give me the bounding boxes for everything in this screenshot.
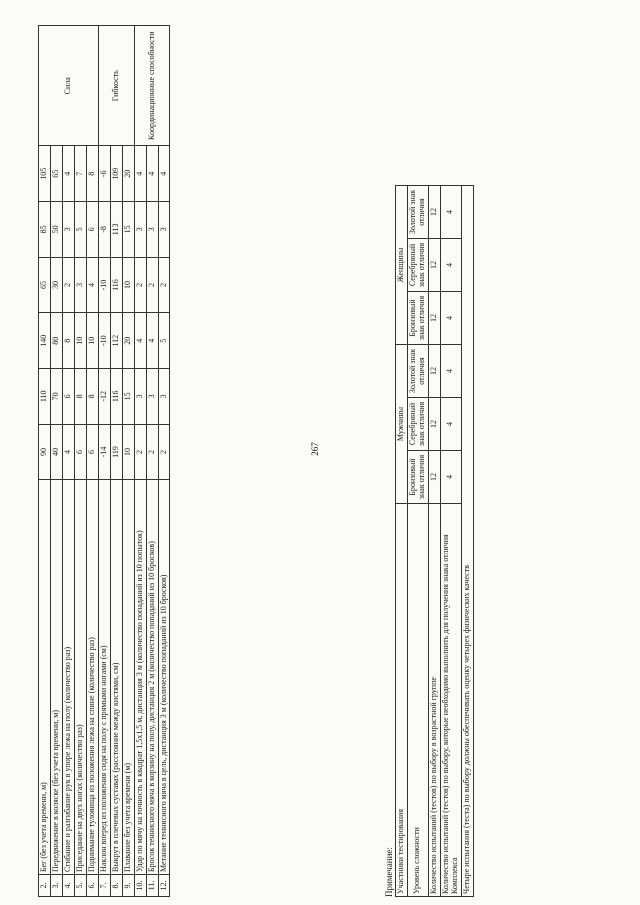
test-number: 7. bbox=[98, 875, 110, 897]
level-cell: Бронзовый знак отличия bbox=[407, 292, 428, 345]
test-number: 11. bbox=[146, 875, 158, 897]
norms-row-label: Количество испытаний (тестов) по выбору в возрастной группе bbox=[428, 504, 440, 897]
test-value: 113 bbox=[110, 202, 122, 258]
norms-cell: 4 bbox=[440, 239, 461, 292]
test-value: 8 bbox=[74, 369, 86, 425]
level-cell: Золотой знак отличия bbox=[407, 345, 428, 398]
test-value: -6 bbox=[98, 146, 110, 202]
test-value: 2 bbox=[146, 257, 158, 313]
test-value: -10 bbox=[98, 257, 110, 313]
test-value: 50 bbox=[50, 202, 62, 258]
level-cell: Золотой знак отличия bbox=[407, 186, 428, 239]
norms-levels-row bbox=[407, 186, 428, 897]
test-value: 3 bbox=[62, 202, 74, 258]
norms-cell: 12 bbox=[428, 292, 440, 345]
test-value: 40 bbox=[50, 424, 62, 480]
level-cell: Серебряный знак отличия bbox=[407, 239, 428, 292]
test-value: 3 bbox=[134, 369, 146, 425]
test-name: Удар по мячу на точность в квадрат 1,5х1,5 м, дистанция 3 м (количество попаданий из 10 попыток) bbox=[134, 480, 146, 875]
test-value: 15 bbox=[122, 369, 134, 425]
test-value: 2 bbox=[146, 424, 158, 480]
norms-cell: 12 bbox=[428, 345, 440, 398]
test-row bbox=[74, 26, 86, 897]
norms-cell: 4 bbox=[440, 345, 461, 398]
test-row bbox=[122, 26, 134, 897]
test-value: 2 bbox=[158, 257, 170, 313]
test-value: 30 bbox=[50, 257, 62, 313]
norms-footer-row bbox=[461, 186, 473, 897]
note-label: Примечание: bbox=[384, 847, 394, 897]
test-value: 3 bbox=[146, 369, 158, 425]
norms-cell: 12 bbox=[428, 451, 440, 504]
norms-cell: 4 bbox=[440, 398, 461, 451]
level-cell: Серебряный знак отличия bbox=[407, 398, 428, 451]
test-number: 8. bbox=[110, 875, 122, 897]
test-value: 90 bbox=[39, 424, 51, 480]
test-value: 2 bbox=[62, 257, 74, 313]
test-value: 4 bbox=[134, 313, 146, 369]
test-name: Бег (без учета времени, м) bbox=[39, 480, 51, 875]
test-value: 4 bbox=[146, 146, 158, 202]
women-header: Женщины bbox=[396, 186, 408, 345]
test-value: 2 bbox=[134, 257, 146, 313]
test-value: 7 bbox=[74, 146, 86, 202]
test-value: 116 bbox=[110, 257, 122, 313]
test-value: 65 bbox=[50, 146, 62, 202]
test-row bbox=[158, 26, 170, 897]
test-value: 2 bbox=[158, 424, 170, 480]
test-name: Бросок теннисного мяча в корзину на полу, дистанция 2 м (количество попаданий из 10 бросков) bbox=[146, 480, 158, 875]
test-value: 70 bbox=[50, 369, 62, 425]
test-number: 6. bbox=[86, 875, 98, 897]
test-number: 4. bbox=[62, 875, 74, 897]
test-value: 20 bbox=[122, 146, 134, 202]
test-value: 6 bbox=[74, 424, 86, 480]
norms-cell: 12 bbox=[428, 186, 440, 239]
test-value: 4 bbox=[146, 313, 158, 369]
test-value: 5 bbox=[158, 313, 170, 369]
test-row bbox=[98, 26, 110, 897]
test-value: 10 bbox=[74, 313, 86, 369]
test-value: 3 bbox=[158, 202, 170, 258]
test-value: -8 bbox=[98, 202, 110, 258]
norms-cell: 4 bbox=[440, 186, 461, 239]
norms-cell: 12 bbox=[428, 239, 440, 292]
norms-footer: Четыре испытания (теста) по выбору должны обеспечивать оценку четырех физических качеств bbox=[461, 186, 473, 897]
test-number: 2. bbox=[39, 875, 51, 897]
participants-label: Участники тестирования bbox=[396, 504, 408, 897]
norms-cell: 12 bbox=[428, 398, 440, 451]
norms-row-label: Количество испытаний (тестов) по выбору, которые необходимо выполнить для получения знака отличия Комплекса bbox=[440, 504, 461, 897]
test-value: 6 bbox=[86, 424, 98, 480]
test-value: 8 bbox=[86, 369, 98, 425]
norms-row bbox=[440, 186, 461, 897]
test-value: 10 bbox=[122, 424, 134, 480]
test-value: -10 bbox=[98, 313, 110, 369]
test-value: 8 bbox=[86, 146, 98, 202]
test-value: 15 bbox=[122, 202, 134, 258]
norms-header-row bbox=[396, 186, 408, 897]
test-number: 9. bbox=[122, 875, 134, 897]
category-label: Сила bbox=[39, 26, 99, 146]
norms-cell: 4 bbox=[440, 292, 461, 345]
test-number: 5. bbox=[74, 875, 86, 897]
test-row bbox=[62, 26, 74, 897]
test-row bbox=[110, 26, 122, 897]
test-value: 8 bbox=[62, 313, 74, 369]
test-name: Плавание без учета времени (м) bbox=[122, 480, 134, 875]
test-value: 4 bbox=[158, 146, 170, 202]
category-label: Координационные способности bbox=[134, 26, 170, 146]
test-number: 12. bbox=[158, 875, 170, 897]
test-value: 5 bbox=[74, 202, 86, 258]
test-value: 65 bbox=[39, 257, 51, 313]
test-row bbox=[39, 26, 51, 897]
test-value: 85 bbox=[39, 202, 51, 258]
test-row bbox=[50, 26, 62, 897]
test-row bbox=[86, 26, 98, 897]
category-label: Гибкость bbox=[98, 26, 134, 146]
test-name: Наклон вперед из положения сидя на полу с прямыми ногами (см) bbox=[98, 480, 110, 875]
test-number: 10. bbox=[134, 875, 146, 897]
test-name: Приседание на двух ногах (количество раз) bbox=[74, 480, 86, 875]
test-name: Поднимание туловища из положения лежа на спине (количество раз) bbox=[86, 480, 98, 875]
test-value: 140 bbox=[39, 313, 51, 369]
test-value: 3 bbox=[134, 202, 146, 258]
test-value: 105 bbox=[39, 146, 51, 202]
norms-cell: 4 bbox=[440, 451, 461, 504]
norms-row bbox=[428, 186, 440, 897]
test-value: 4 bbox=[134, 146, 146, 202]
test-value: 6 bbox=[86, 202, 98, 258]
test-name: Сгибание и разгибание рук в упоре лежа на полу (количество раз) bbox=[62, 480, 74, 875]
test-value: 80 bbox=[50, 313, 62, 369]
test-value: 116 bbox=[110, 369, 122, 425]
norms-table bbox=[395, 185, 474, 897]
test-value: 110 bbox=[39, 369, 51, 425]
test-value: 2 bbox=[134, 424, 146, 480]
test-value: -12 bbox=[98, 369, 110, 425]
test-value: 10 bbox=[86, 313, 98, 369]
test-value: 112 bbox=[110, 313, 122, 369]
test-value: 119 bbox=[110, 424, 122, 480]
test-row bbox=[146, 26, 158, 897]
test-name: Выкрут в плечевых суставах (расстояние между кистями, см) bbox=[110, 480, 122, 875]
test-value: 6 bbox=[62, 369, 74, 425]
test-name: Метание теннисного мяча в цель, дистанция 3 м (количество попаданий из 10 бросков) bbox=[158, 480, 170, 875]
test-value: 10 bbox=[122, 257, 134, 313]
test-value: 4 bbox=[62, 146, 74, 202]
test-value: 20 bbox=[122, 313, 134, 369]
test-value: 3 bbox=[158, 369, 170, 425]
level-label: Уровень сложности bbox=[407, 504, 428, 897]
test-value: 3 bbox=[74, 257, 86, 313]
test-value: 4 bbox=[86, 257, 98, 313]
test-value: 4 bbox=[62, 424, 74, 480]
test-name: Передвижение в коляске (без учета времени, м) bbox=[50, 480, 62, 875]
test-number: 3. bbox=[50, 875, 62, 897]
men-header: Мужчины bbox=[396, 345, 408, 504]
test-value: -14 bbox=[98, 424, 110, 480]
test-value: 3 bbox=[146, 202, 158, 258]
test-value: 109 bbox=[110, 146, 122, 202]
tests-table bbox=[38, 25, 170, 897]
test-row bbox=[134, 26, 146, 897]
level-cell: Бронзовый знак отличия bbox=[407, 451, 428, 504]
page-number: 267 bbox=[310, 442, 320, 456]
